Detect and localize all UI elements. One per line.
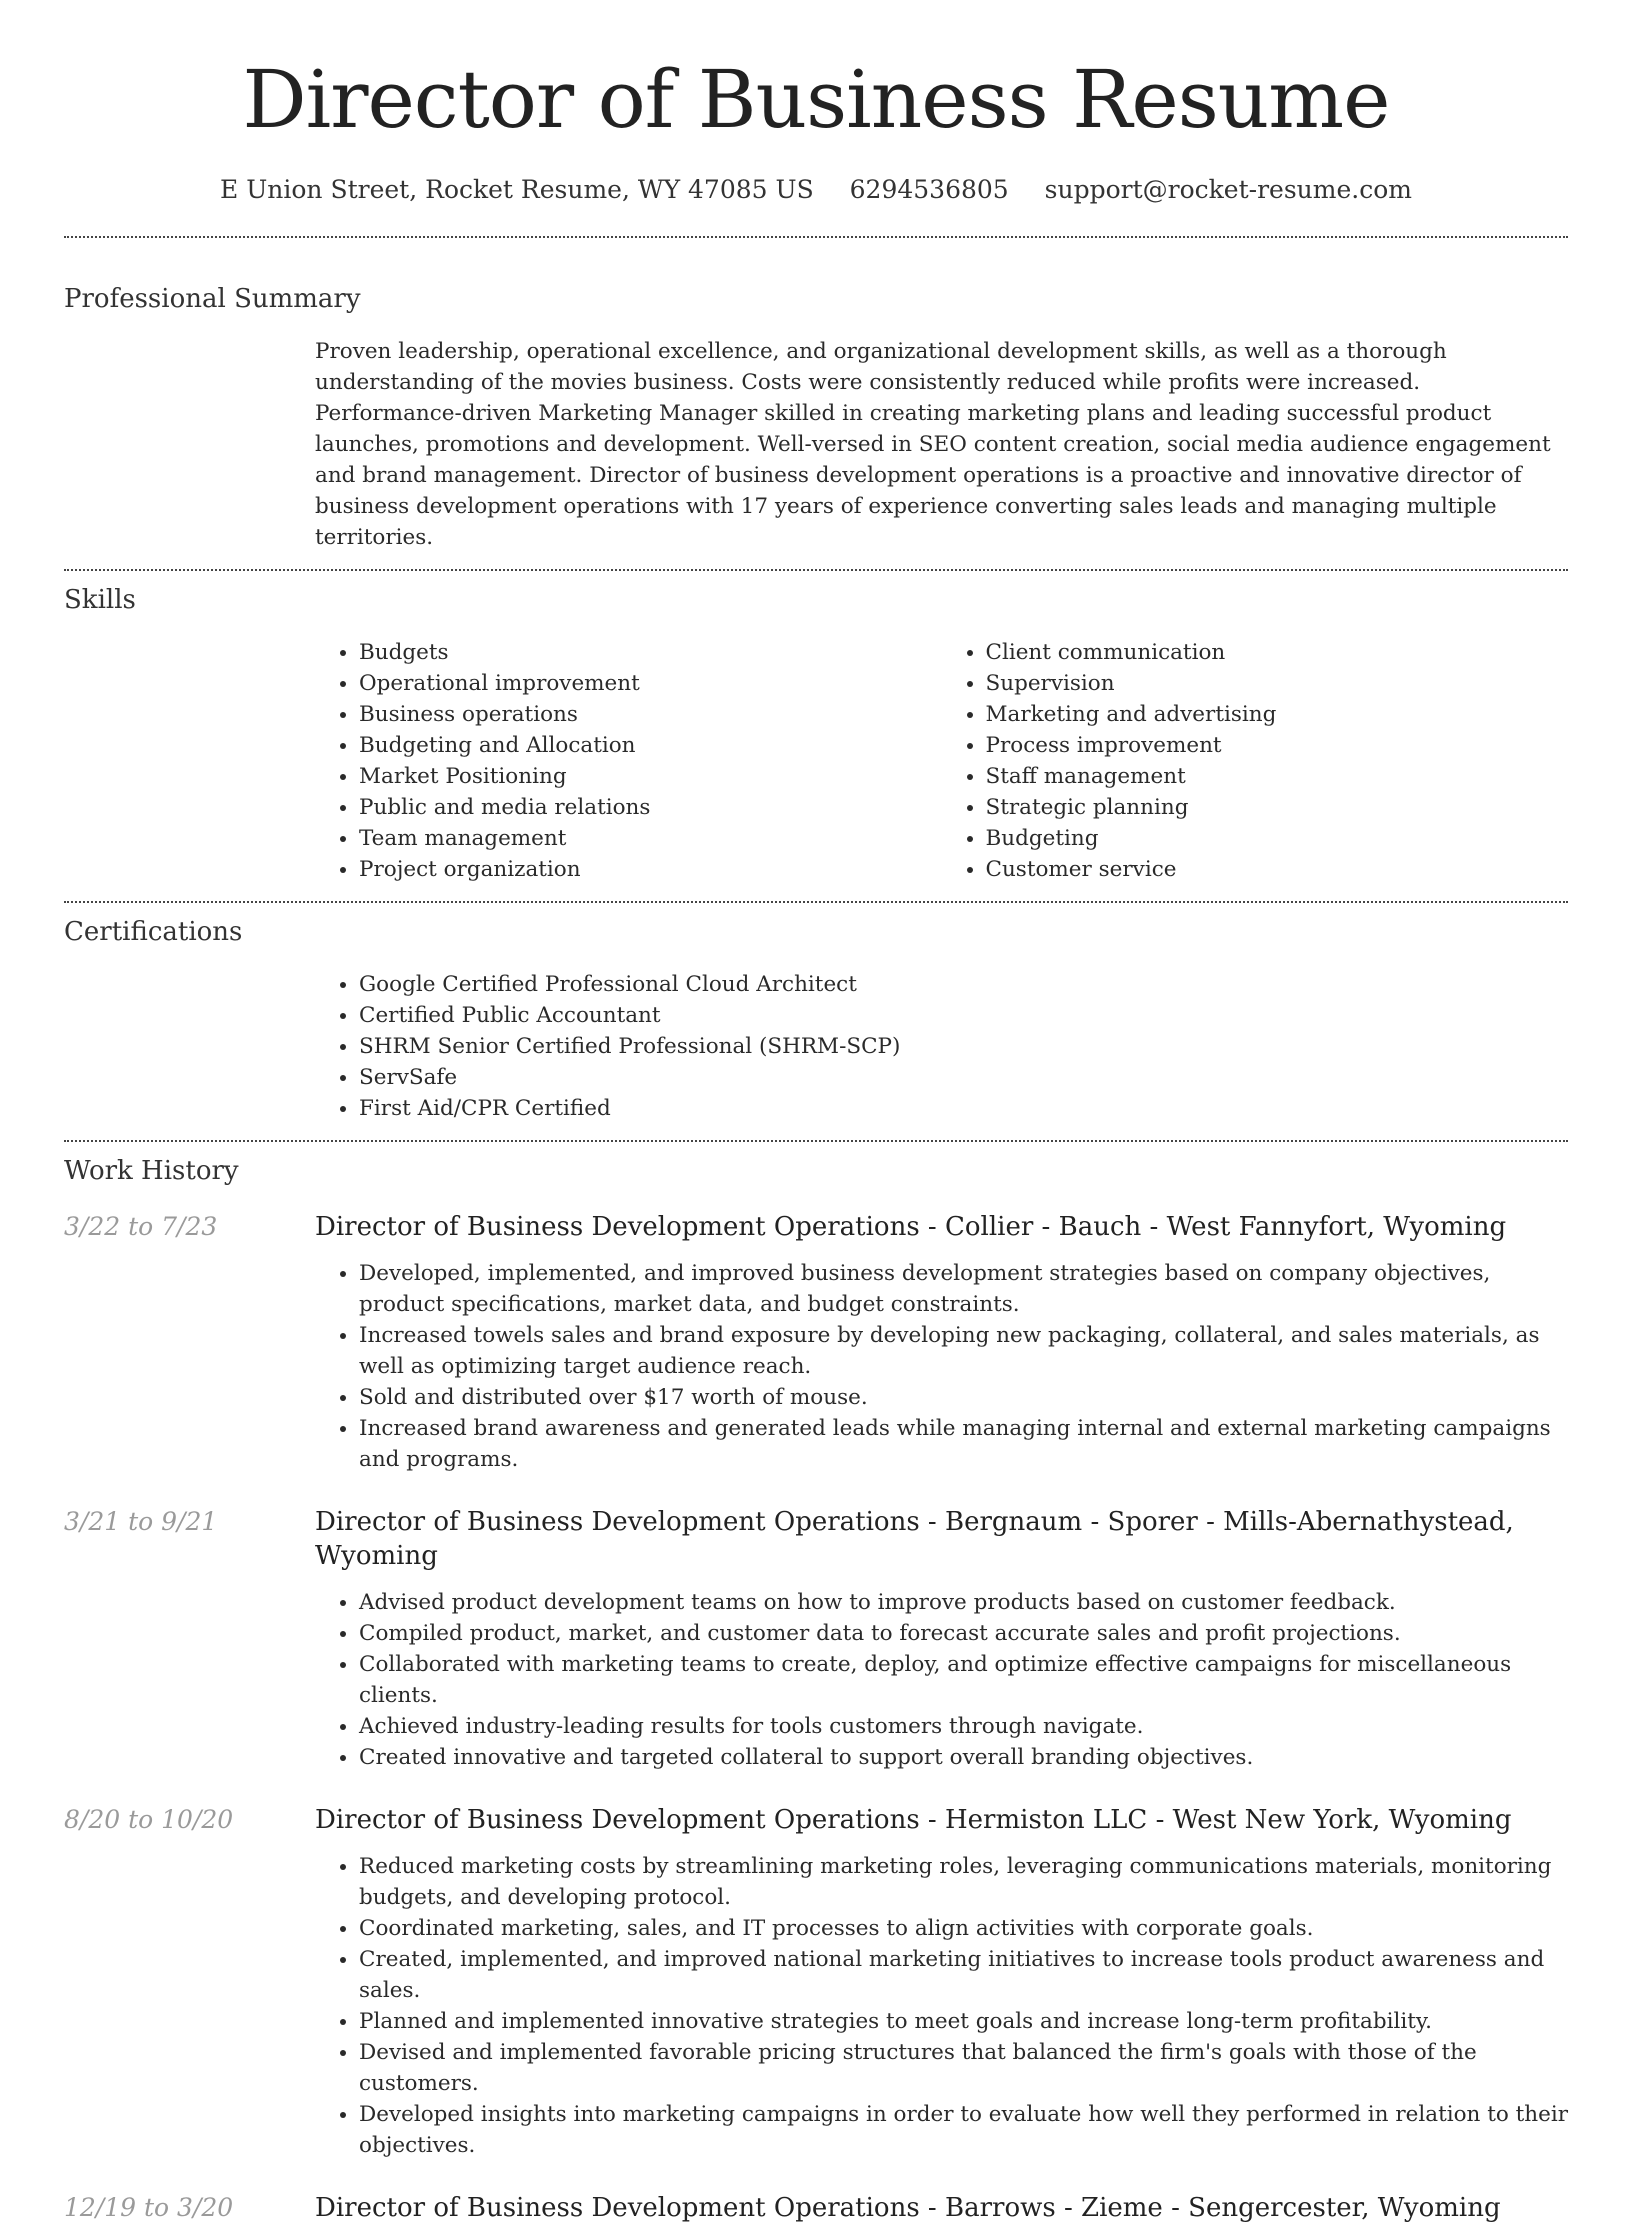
skills-section [64,583,1568,885]
certification-item: • First Aid/CPR Certified [359,1093,1568,1124]
job-bullets [315,1587,1568,1773]
job-bullet: • Coordinated marketing, sales, and IT processes to align activities with corporate goals. [359,1913,1568,1944]
summary-section [64,282,1568,553]
job-bullet: • Achieved industry-leading results for tools customers through navigate. [359,1711,1568,1742]
skills-grid [315,637,1568,885]
contact-email: support@rocket-resume.com [1044,175,1412,204]
certification-item: • ServSafe [359,1062,1568,1093]
job-entry [64,2191,1568,2225]
skill-item: • Operational improvement [359,668,942,699]
job-bullet: • Reduced marketing costs by streamlining marketing roles, leveraging communications materials, monitoring budgets, and developing protocol. [359,1851,1568,1913]
contact-line [64,174,1568,206]
job-bullet: • Planned and implemented innovative strategies to meet goals and increase long-term profitability. [359,2006,1568,2037]
job-bullets [315,1258,1568,1475]
job-body [315,1505,1568,1773]
job-bullet: • Sold and distributed over $17 worth of mouse. [359,1382,1568,1413]
skill-item: • Supervision [986,668,1569,699]
job-title: Director of Business Development Operations - Hermiston LLC - West New York, Wyoming [315,1805,1512,1835]
skill-item: • Marketing and advertising [986,699,1569,730]
skills-list-left [315,637,942,885]
skill-item: • Budgeting [986,823,1569,854]
skills-list-right [942,637,1569,885]
job-entry [64,1803,1568,2161]
job-dates: 3/21 to 9/21 [64,1507,218,1536]
job-bullet: • Increased towels sales and brand exposure by developing new packaging, collateral, and sales materials, as well as optimizing target audience reach. [359,1320,1568,1382]
work-history-section [64,1154,1568,2225]
certifications-content [315,969,1568,1124]
job-entry [64,1210,1568,1475]
divider [64,236,1568,238]
skill-item: • Budgets [359,637,942,668]
contact-address: E Union Street, Rocket Resume, WY 47085 US [220,175,814,204]
skill-item: • Staff management [986,761,1569,792]
section-heading-summary: Professional Summary [64,284,361,314]
job-body [315,2191,1568,2225]
job-bullet: • Developed insights into marketing campaigns in order to evaluate how well they performed in relation to their objectives. [359,2099,1568,2161]
skill-item: • Public and media relations [359,792,942,823]
job-entry [64,1505,1568,1773]
certifications-list [315,969,1568,1124]
contact-phone: 6294536805 [849,175,1009,204]
resume-page [64,0,1568,2225]
skill-item: • Project organization [359,854,942,885]
skill-item: • Business operations [359,699,942,730]
skill-item: • Budgeting and Allocation [359,730,942,761]
skill-item: • Team management [359,823,942,854]
skill-item: • Customer service [986,854,1569,885]
job-title: Director of Business Development Operations - Bergnaum - Sporer - Mills-Abernathystead, Wyoming [315,1507,1514,1571]
section-heading-certifications: Certifications [64,917,243,947]
skill-item: • Process improvement [986,730,1569,761]
page-title: Director of Business Resume [242,53,1390,146]
job-bullet: • Created, implemented, and improved national marketing initiatives to increase tools product awareness and sales. [359,1944,1568,2006]
job-bullet: • Increased brand awareness and generated leads while managing internal and external marketing campaigns and programs. [359,1413,1568,1475]
job-dates: 12/19 to 3/20 [64,2193,234,2222]
summary-text: Proven leadership, operational excellence, and organizational development skills, as well as a thorough understanding of the movies business. Costs were consistently reduced while profits were increased. Performance-driven Marketing Manager skilled in creating marketing plans and leading successful product launches, promotions and development. Well-versed in SEO content creation, social media audience engagement and brand management. Director of business development operations is a proactive and innovative director of business development operations with 17 years of experience converting sales leads and managing multiple territories. [315,339,1551,550]
job-bullet: • Devised and implemented favorable pricing structures that balanced the firm's goals with those of the customers. [359,2037,1568,2099]
job-bullet: • Developed, implemented, and improved business development strategies based on company objectives, product specifications, market data, and budget constraints. [359,1258,1568,1320]
section-heading-work-history: Work History [64,1156,239,1186]
job-bullets [315,1851,1568,2161]
section-heading-skills: Skills [64,585,136,615]
job-body [315,1210,1568,1475]
certification-item: • Google Certified Professional Cloud Architect [359,969,1568,1000]
skill-item: • Market Positioning [359,761,942,792]
divider [64,569,1568,571]
job-bullet: • Collaborated with marketing teams to create, deploy, and optimize effective campaigns for miscellaneous clients. [359,1649,1568,1711]
skill-item: • Strategic planning [986,792,1569,823]
certification-item: • Certified Public Accountant [359,1000,1568,1031]
job-title: Director of Business Development Operations - Barrows - Zieme - Sengercester, Wyoming [315,2193,1501,2223]
job-body [315,1803,1568,2161]
job-dates: 3/22 to 7/23 [64,1212,218,1241]
job-title: Director of Business Development Operations - Collier - Bauch - West Fannyfort, Wyoming [315,1212,1507,1242]
skill-item: • Client communication [986,637,1569,668]
job-bullet: • Advised product development teams on how to improve products based on customer feedback. [359,1587,1568,1618]
job-dates: 8/20 to 10/20 [64,1805,234,1834]
divider [64,1140,1568,1142]
divider [64,901,1568,903]
job-bullet: • Compiled product, market, and customer data to forecast accurate sales and profit projections. [359,1618,1568,1649]
certifications-section [64,915,1568,1124]
job-bullet: • Created innovative and targeted collateral to support overall branding objectives. [359,1742,1568,1773]
certification-item: • SHRM Senior Certified Professional (SHRM-SCP) [359,1031,1568,1062]
